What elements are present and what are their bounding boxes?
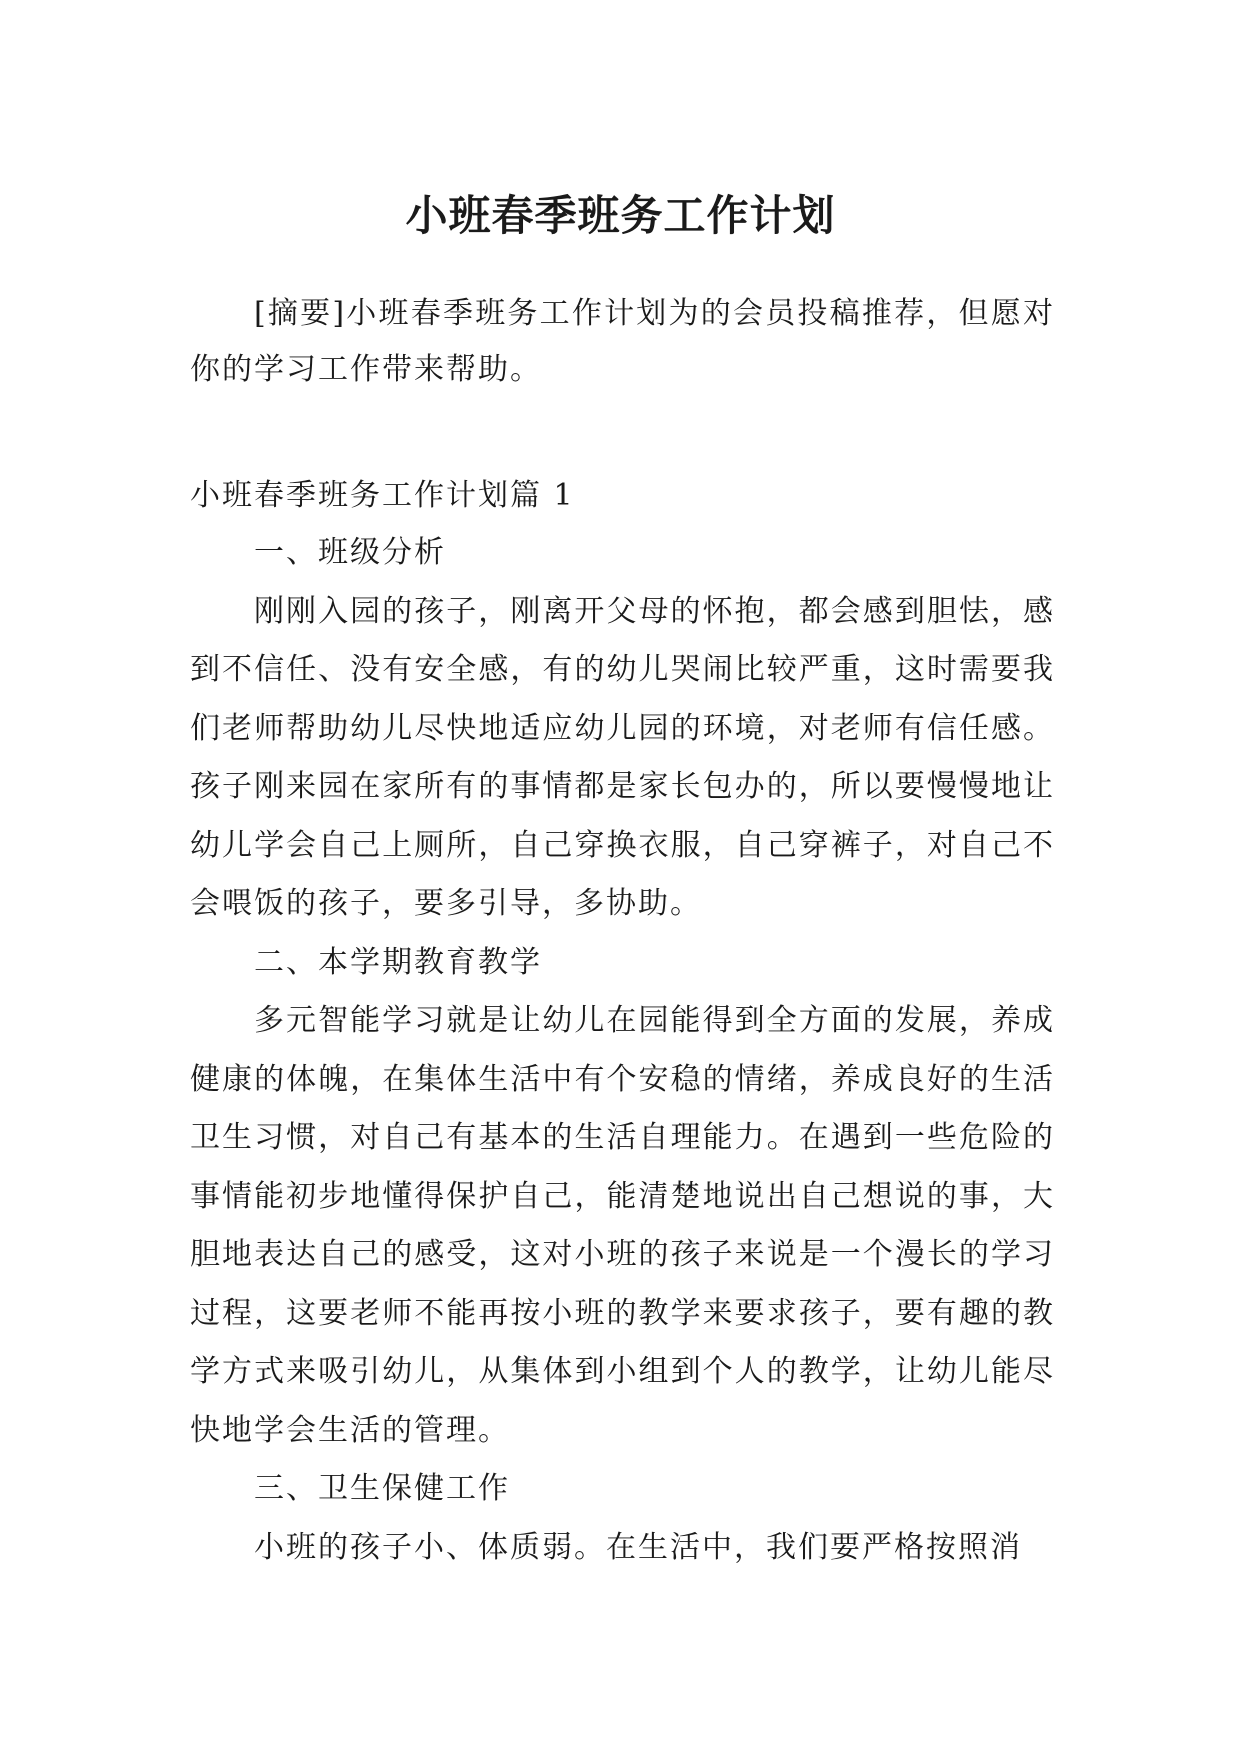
section-heading-3: 三、卫生保健工作 (254, 1471, 510, 1506)
document-title: 小班春季班务工作计划 (405, 191, 836, 241)
abstract-text: [摘要]小班春季班务工作计划为的会员投稿推荐，但愿对你的学习工作带来帮助。 (190, 296, 1055, 387)
section-heading-2: 二、本学期教育教学 (254, 944, 542, 980)
section-heading-1: 一、班级分析 (254, 535, 446, 570)
section-paragraph-2: 多元智能学习就是让幼儿在园能得到全方面的发展，养成健康的体魄，在集体生活中有个安稳的情绪，养成良好的生活卫生习惯，对自己有基本的生活自理能力。在遇到一些危险的事情能初步地懂得保护自己，能清楚地说出自己想说的事，大胆地表达自己的感受，这对小班的孩子来说是一个漫长的学习过程，这要老师不能再按小班的教学来要求孩子，要有趣的教学方式来吸引幼儿，从集体到小组到个人的教学，让幼儿能尽快地学会生活的管理。 (190, 1003, 1055, 1448)
chapter-title: 小班春季班务工作计划篇 1 (190, 478, 575, 513)
section-paragraph-1: 刚刚入园的孩子，刚离开父母的怀抱，都会感到胆怯，感到不信任、没有安全感，有的幼儿哭闹比较严重，这时需要我们老师帮助幼儿尽快地适应幼儿园的环境，对老师有信任感。孩子刚来园在家所有的事情都是家长包办的，所以要慢慢地让幼儿学会自己上厕所，自己穿换衣服，自己穿裤子，对自己不会喂饭的孩子，要多引导，多协助。 (190, 593, 1055, 921)
abstract-block (190, 286, 1055, 398)
document-body (190, 524, 1055, 1577)
section-paragraph-3: 小班的孩子小、体质弱。在生活中，我们要严格按照消 (254, 1529, 1022, 1565)
